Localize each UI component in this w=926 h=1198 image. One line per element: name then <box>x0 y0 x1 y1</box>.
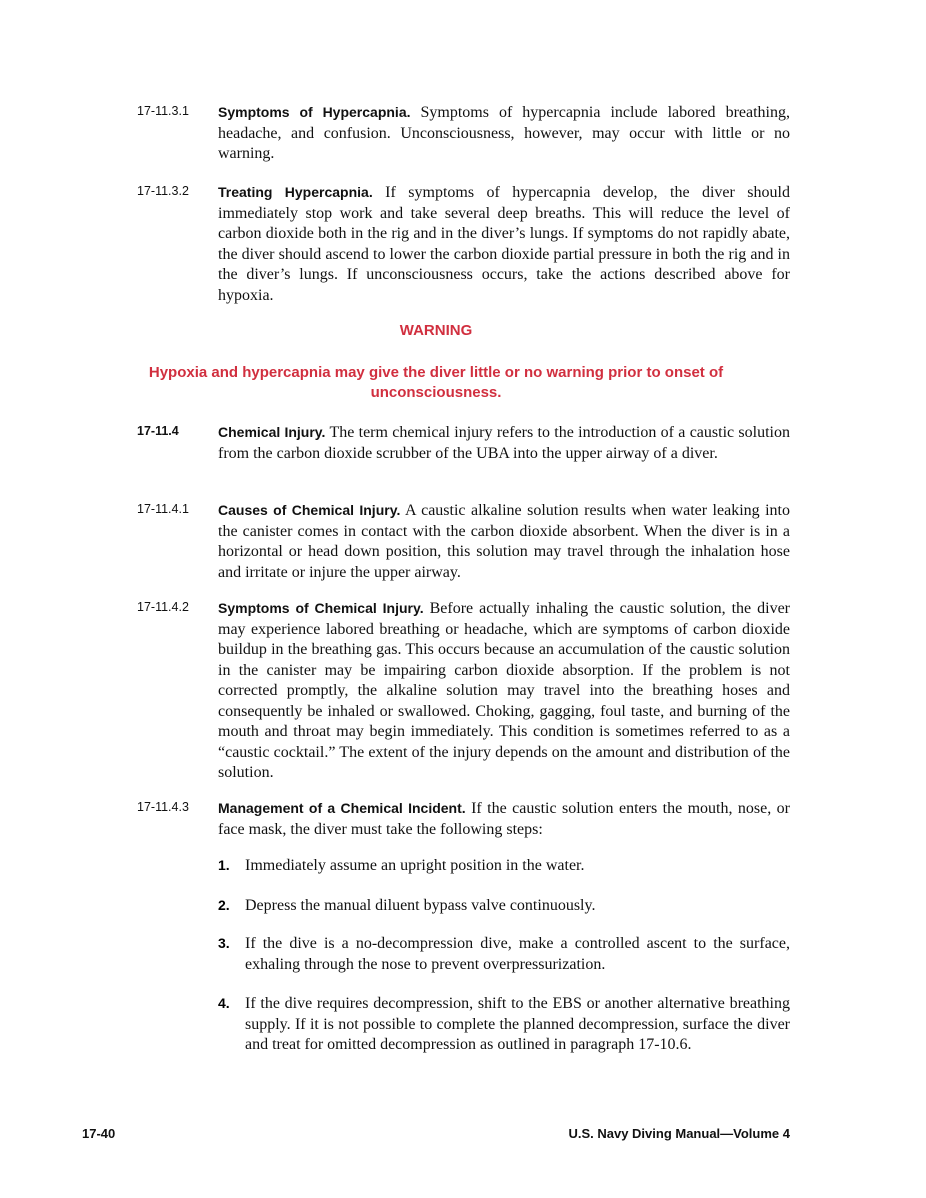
section-text: If the caustic solution enters the mouth, nose, or face mask, the diver must take the following steps: <box>218 800 791 838</box>
section-text: The term chemical injury refers to the introduction of a caustic solution from the carbon dioxide scrubber of the UBA into the upper airway of a diver. <box>218 424 790 462</box>
section-17-11-3-2 <box>137 182 790 306</box>
section-number: 17-11.3.1 <box>137 104 189 118</box>
section-17-11-3-1 <box>137 102 790 165</box>
section-text: Before actually inhaling the caustic solution, the diver may experience labored breathing or headache, which are symptoms of carbon dioxide buildup in the breathing gas. This occurs because an accumulation of the caustic solution in the canister may be impairing carbon dioxide absorption. If the problem is not corrected promptly, the alkaline solution may travel into the breathing hoses and consequently be inhaled or swallowed. Choking, gagging, foul taste, and burning of the mouth and throat may begin immediately. This condition is sometimes referred to as a “caustic cocktail.” The extent of the injury depends on the amount and distribution of the solution. <box>218 600 791 781</box>
section-heading: Management of a Chemical Incident. <box>218 800 466 816</box>
section-17-11-4-1 <box>137 500 790 583</box>
warning-text: Hypoxia and hypercapnia may give the diver little or no warning prior to onset of unconsciousness. <box>148 364 724 401</box>
section-number: 17-11.4.1 <box>137 502 189 516</box>
section-number: 17-11.4 <box>137 424 179 438</box>
section-text: Symptoms of hypercapnia include labored breathing, headache, and confusion. Unconsciousness, however, may occur with little or no warning. <box>218 104 790 162</box>
step-number: 3. <box>218 935 230 951</box>
section-number: 17-11.3.2 <box>137 184 189 198</box>
section-heading: Causes of Chemical Injury. <box>218 502 401 518</box>
step-number: 1. <box>218 857 230 873</box>
footer-title: U.S. Navy Diving Manual—Volume 4 <box>568 1126 790 1141</box>
section-heading: Symptoms of Chemical Injury. <box>218 600 424 616</box>
section-heading: Treating Hypercapnia. <box>218 184 373 200</box>
step-text: Depress the manual diluent bypass valve continuously. <box>245 897 596 914</box>
section-number: 17-11.4.2 <box>137 600 189 614</box>
section-17-11-4-2 <box>137 598 790 784</box>
section-number: 17-11.4.3 <box>137 800 189 814</box>
step-number: 2. <box>218 897 230 913</box>
section-text: If symptoms of hypercapnia develop, the diver should immediately stop work and take several deep breaths. This will reduce the level of carbon dioxide both in the rig and in the diver’s lungs. If symptoms do not rapidly abate, the diver should ascend to lower the carbon dioxide partial pressure in both the rig and in the diver’s lungs. If unconsciousness occurs, take the actions described above for hypoxia. <box>218 184 790 304</box>
step-number: 4. <box>218 995 230 1011</box>
section-heading: Symptoms of Hypercapnia. <box>218 104 411 120</box>
step-item <box>218 896 790 917</box>
step-item <box>218 934 790 975</box>
step-text: If the dive is a no-decompression dive, make a controlled ascent to the surface, exhaling through the nose to prevent overpressurization. <box>245 935 790 973</box>
section-17-11-4 <box>137 422 790 464</box>
step-text: If the dive requires decompression, shift to the EBS or another alternative breathing supply. If it is not possible to complete the planned decompression, surface the diver and treat for omitted decompression as outlined in paragraph 17-10.6. <box>245 995 790 1053</box>
section-heading: Chemical Injury. <box>218 424 326 440</box>
step-text: Immediately assume an upright position in the water. <box>245 857 585 874</box>
section-17-11-4-3 <box>137 798 790 840</box>
section-text: A caustic alkaline solution results when water leaking into the canister comes in contact with the carbon dioxide absorbent. When the diver is in a horizontal or head down position, this solution may travel through the inhalation hose and irritate or injure the upper airway. <box>218 502 791 581</box>
step-item <box>218 994 790 1056</box>
warning-title: WARNING <box>399 322 473 339</box>
page-number: 17-40 <box>82 1126 116 1141</box>
step-item <box>218 856 790 877</box>
